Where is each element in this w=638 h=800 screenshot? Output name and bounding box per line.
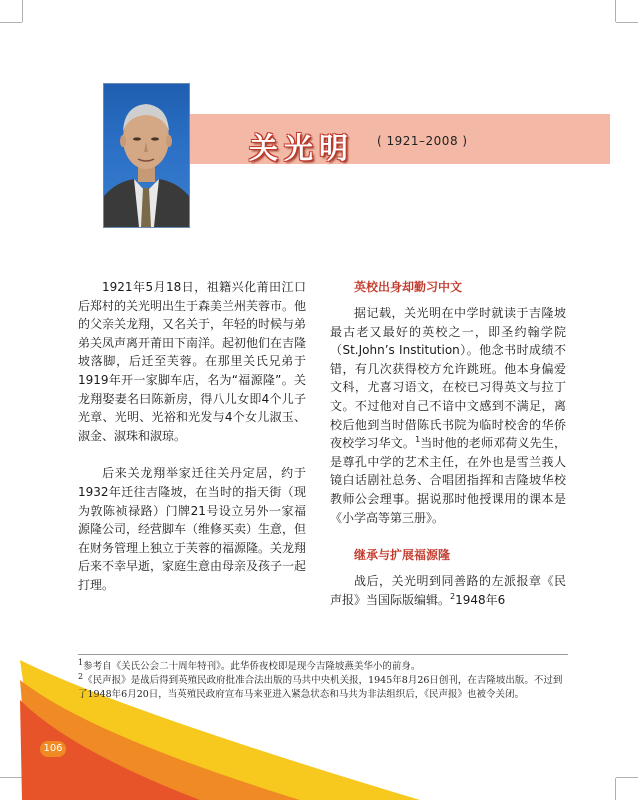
footnote-text: 参考自《关氏公会二十周年特刊》。此华侨夜校即是现今吉隆坡燕美华小的前身。 <box>83 661 421 672</box>
crop-mark <box>615 0 616 22</box>
footnote-ref: 1 <box>415 435 421 445</box>
paragraph <box>330 304 566 527</box>
left-column <box>78 278 306 595</box>
footnotes <box>78 657 568 702</box>
footnote <box>78 671 568 702</box>
crop-mark <box>0 22 22 23</box>
paragraph: 后来关龙翔举家迁往关丹定居，约于1932年迁往吉隆坡，在当时的指天街（现为敦陈祯禄路）门牌21号设立另外一家福源隆公司，经营脚车（维修买卖）生意，但在财务管理上独立于芙蓉的福源隆。关龙翔后来不幸早逝，家庭生意由母亲及孩子一起打理。 <box>78 466 307 592</box>
section-heading: 继承与扩展福源隆 <box>354 548 451 563</box>
crop-mark <box>22 0 23 22</box>
portrait-photo <box>103 83 190 228</box>
section-heading: 英校出身却勤习中文 <box>354 280 463 294</box>
portrait-illustration <box>104 84 189 227</box>
footnote-ref: 2 <box>450 591 456 601</box>
right-column <box>330 278 566 609</box>
paragraph-text: 战后，关光明到同善路的左派报章《民声报》当国际版编辑。 <box>330 574 566 607</box>
paragraph-text: 当时他的老师邓荷义先生，是尊孔中学的艺术主任，在外也是雪兰莪人镜白话剧社总务、合唱团指挥和吉隆坡华校教师公会理事。据说那时他授课用的课本是《小学高等第三册》。 <box>330 436 566 525</box>
paragraph-text: 1948年6 <box>455 592 506 607</box>
paragraph <box>330 572 566 609</box>
page-number: 106 <box>40 741 66 757</box>
paragraph-text: 据记载，关光明在中学时就读于吉隆坡最古老又最好的英校之一，即圣约翰学院（St.John’s Institution）。他念书时成绩不错，有几次获得校方允许跳班。他本身偏爱文科，尤喜习语文，在校已习得英文与拉丁文。不过他对自己不谙中文感到不满足，离校后他到当时借陈氏书院为临时校舍的华侨夜校学习华文。 <box>330 306 566 451</box>
person-name: 关光明 <box>249 131 355 165</box>
footnote-mark: 2 <box>78 671 84 681</box>
paragraph: 1921年5月18日，祖籍兴化莆田江口后郑村的关光明出生于森美兰州芙蓉市。他的父亲关龙翔，又名关于，年轻的时候与弟弟关凤声离开莆田下南洋。起初他们在吉隆坡落脚，后迁至芙蓉。在那里关氏兄弟于1919年开一家脚车店，名为“福源隆”。关龙翔娶妻名曰陈新房，得八儿女即4个儿子光章、光明、光裕和光发与4个女儿淑玉、淑金、淑珠和淑琼。 <box>78 280 307 443</box>
title-band <box>120 114 610 164</box>
footnote-text: 《民声报》是战后得到英殖民政府批准合法出版的马共中央机关报，1945年8月26日创刊，在吉隆坡出版。不过到了1948年6月20日，当英殖民政府宣布马来亚进入紧急状态和马共为非法组织后，《民声报》也被令关闭。 <box>78 675 563 700</box>
footnote-divider <box>78 654 568 655</box>
life-years: ( 1921–2008 ) <box>377 134 468 148</box>
footnote-mark: 1 <box>78 657 84 667</box>
crop-mark <box>616 22 638 23</box>
footnote <box>78 657 568 674</box>
